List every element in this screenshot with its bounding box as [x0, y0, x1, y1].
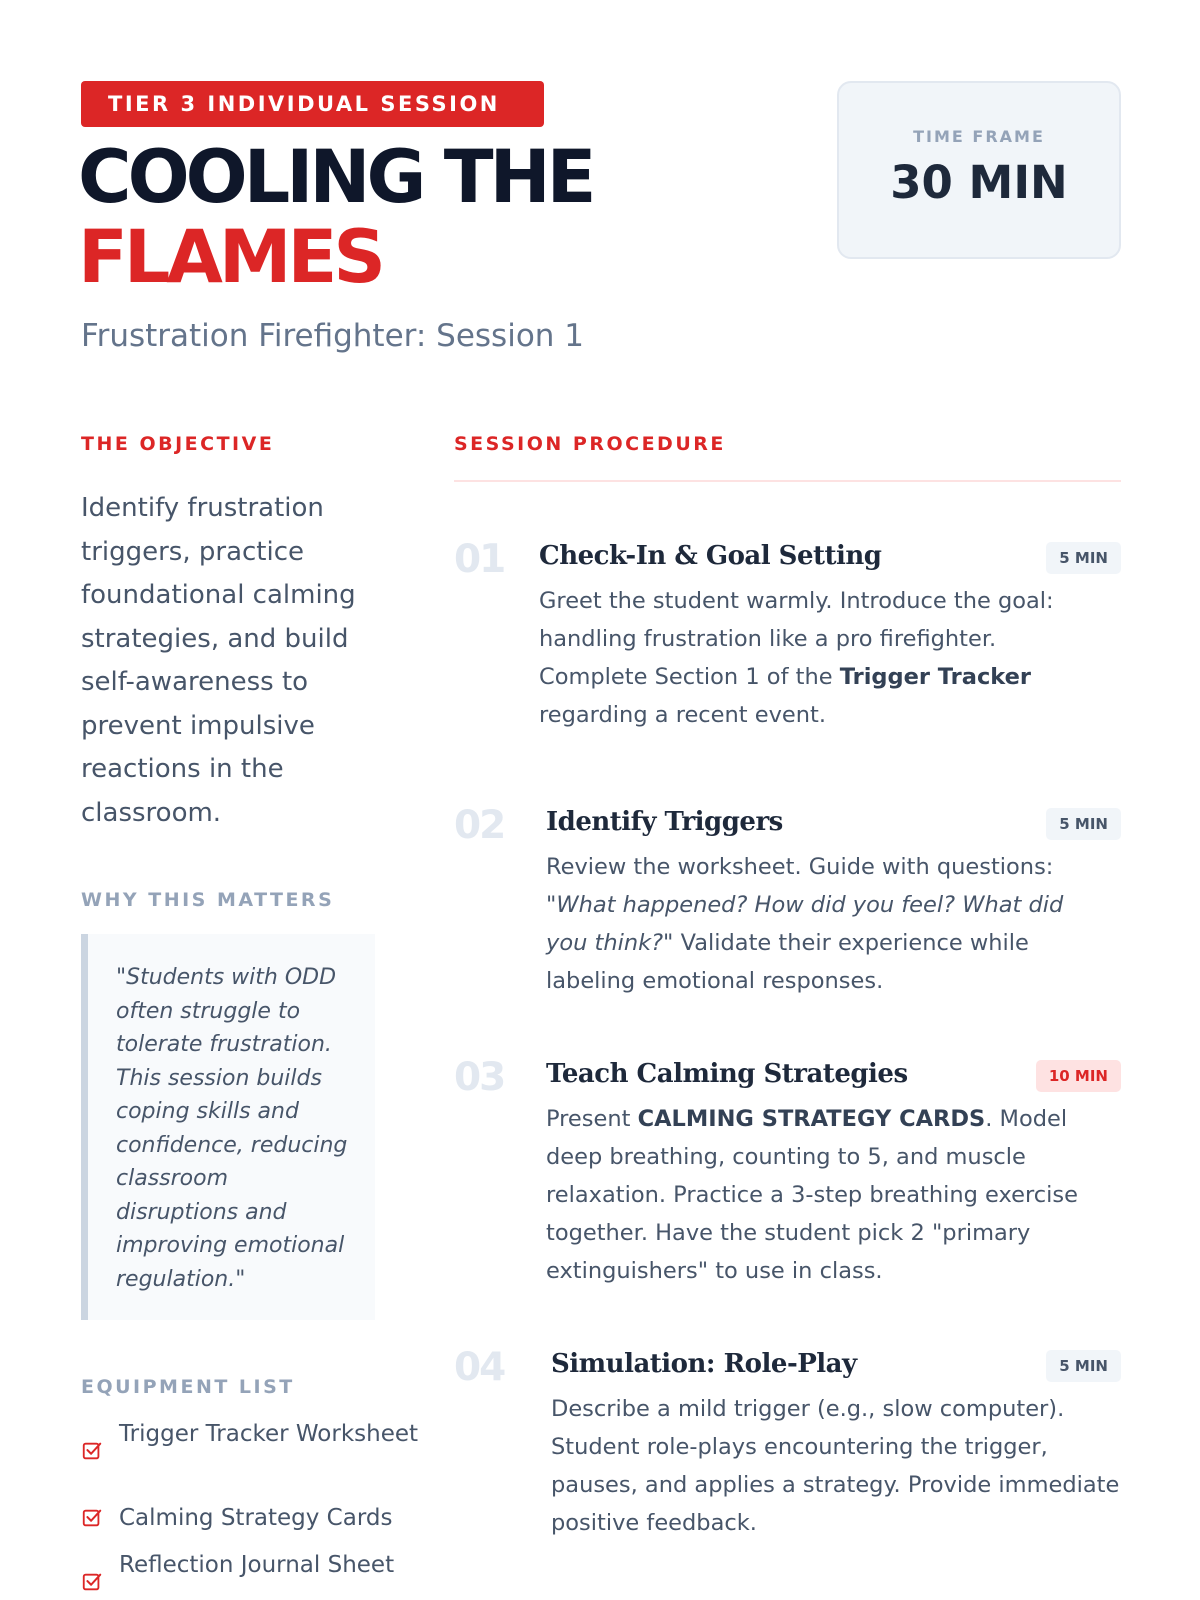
step-description: Describe a mild trigger (e.g., slow computer). Student role-plays encountering the trigger, pauses, and applies a strategy. Provide immediate positive feedback. [551, 1396, 1120, 1536]
procedure-divider [454, 480, 1121, 482]
step-number: 02 [454, 803, 505, 848]
objective-heading: THE OBJECTIVE [81, 433, 275, 455]
time-frame-card [837, 81, 1121, 259]
step-description: Review the worksheet. Guide with questions: "What happened? How did you feel? What did you think?" Validate their experience while labeling emotional responses. [546, 854, 1064, 994]
procedure-step [454, 538, 1121, 738]
why-quote: "Students with ODD often struggle to tolerate frustration. This session builds coping skills and confidence, reducing classroom disruptions and improving emotional regulation." [81, 934, 375, 1320]
checkbox-icon [81, 1440, 103, 1462]
step-duration-badge: 5 MIN [1046, 542, 1121, 574]
step-title: Check-In & Goal Setting [539, 541, 882, 571]
checkbox-icon [81, 1571, 103, 1593]
equipment-item-label: Calming Strategy Cards [119, 1505, 393, 1531]
page-title [78, 135, 593, 300]
title-line-2: FLAMES [78, 215, 382, 300]
procedure-step [454, 1346, 1121, 1546]
step-title: Teach Calming Strategies [546, 1059, 908, 1089]
equipment-item-label: Trigger Tracker Worksheet [119, 1421, 419, 1447]
time-frame-value: 30 MIN [890, 156, 1068, 209]
step-duration-badge: 5 MIN [1046, 808, 1121, 840]
why-heading: WHY THIS MATTERS [81, 889, 335, 911]
step-description: Greet the student warmly. Introduce the goal: handling frustration like a pro firefighter. Complete Section 1 of the Trigger Tracker regarding a recent event. [539, 588, 1054, 728]
checkbox-icon [81, 1507, 103, 1529]
equipment-heading: EQUIPMENT LIST [81, 1376, 295, 1398]
procedure-step [454, 1056, 1121, 1296]
step-number: 01 [454, 537, 505, 582]
step-title: Simulation: Role-Play [551, 1349, 857, 1379]
equipment-item-label: Reflection Journal Sheet [119, 1552, 395, 1578]
tier-badge: TIER 3 INDIVIDUAL SESSION [81, 81, 544, 127]
step-description: Present CALMING STRATEGY CARDS. Model deep breathing, counting to 5, and muscle relaxation. Practice a 3-step breathing exercise together. Have the student pick 2 "primary extinguishers" to use in class. [546, 1106, 1078, 1284]
page-subtitle: Frustration Firefighter: Session 1 [81, 318, 585, 354]
step-title: Identify Triggers [546, 807, 783, 837]
objective-text: Identify frustration triggers, practice foundational calming strategies, and build self-awareness to prevent impulsive reactions in the classroom. [81, 493, 356, 828]
step-duration-badge: 5 MIN [1046, 1350, 1121, 1382]
procedure-heading: SESSION PROCEDURE [454, 433, 726, 455]
procedure-step [454, 804, 1121, 1004]
step-number: 03 [454, 1055, 505, 1100]
step-number: 04 [454, 1345, 505, 1390]
step-duration-badge: 10 MIN [1036, 1060, 1121, 1092]
time-frame-label: TIME FRAME [913, 127, 1045, 146]
title-line-1: COOLING THE [78, 135, 593, 220]
